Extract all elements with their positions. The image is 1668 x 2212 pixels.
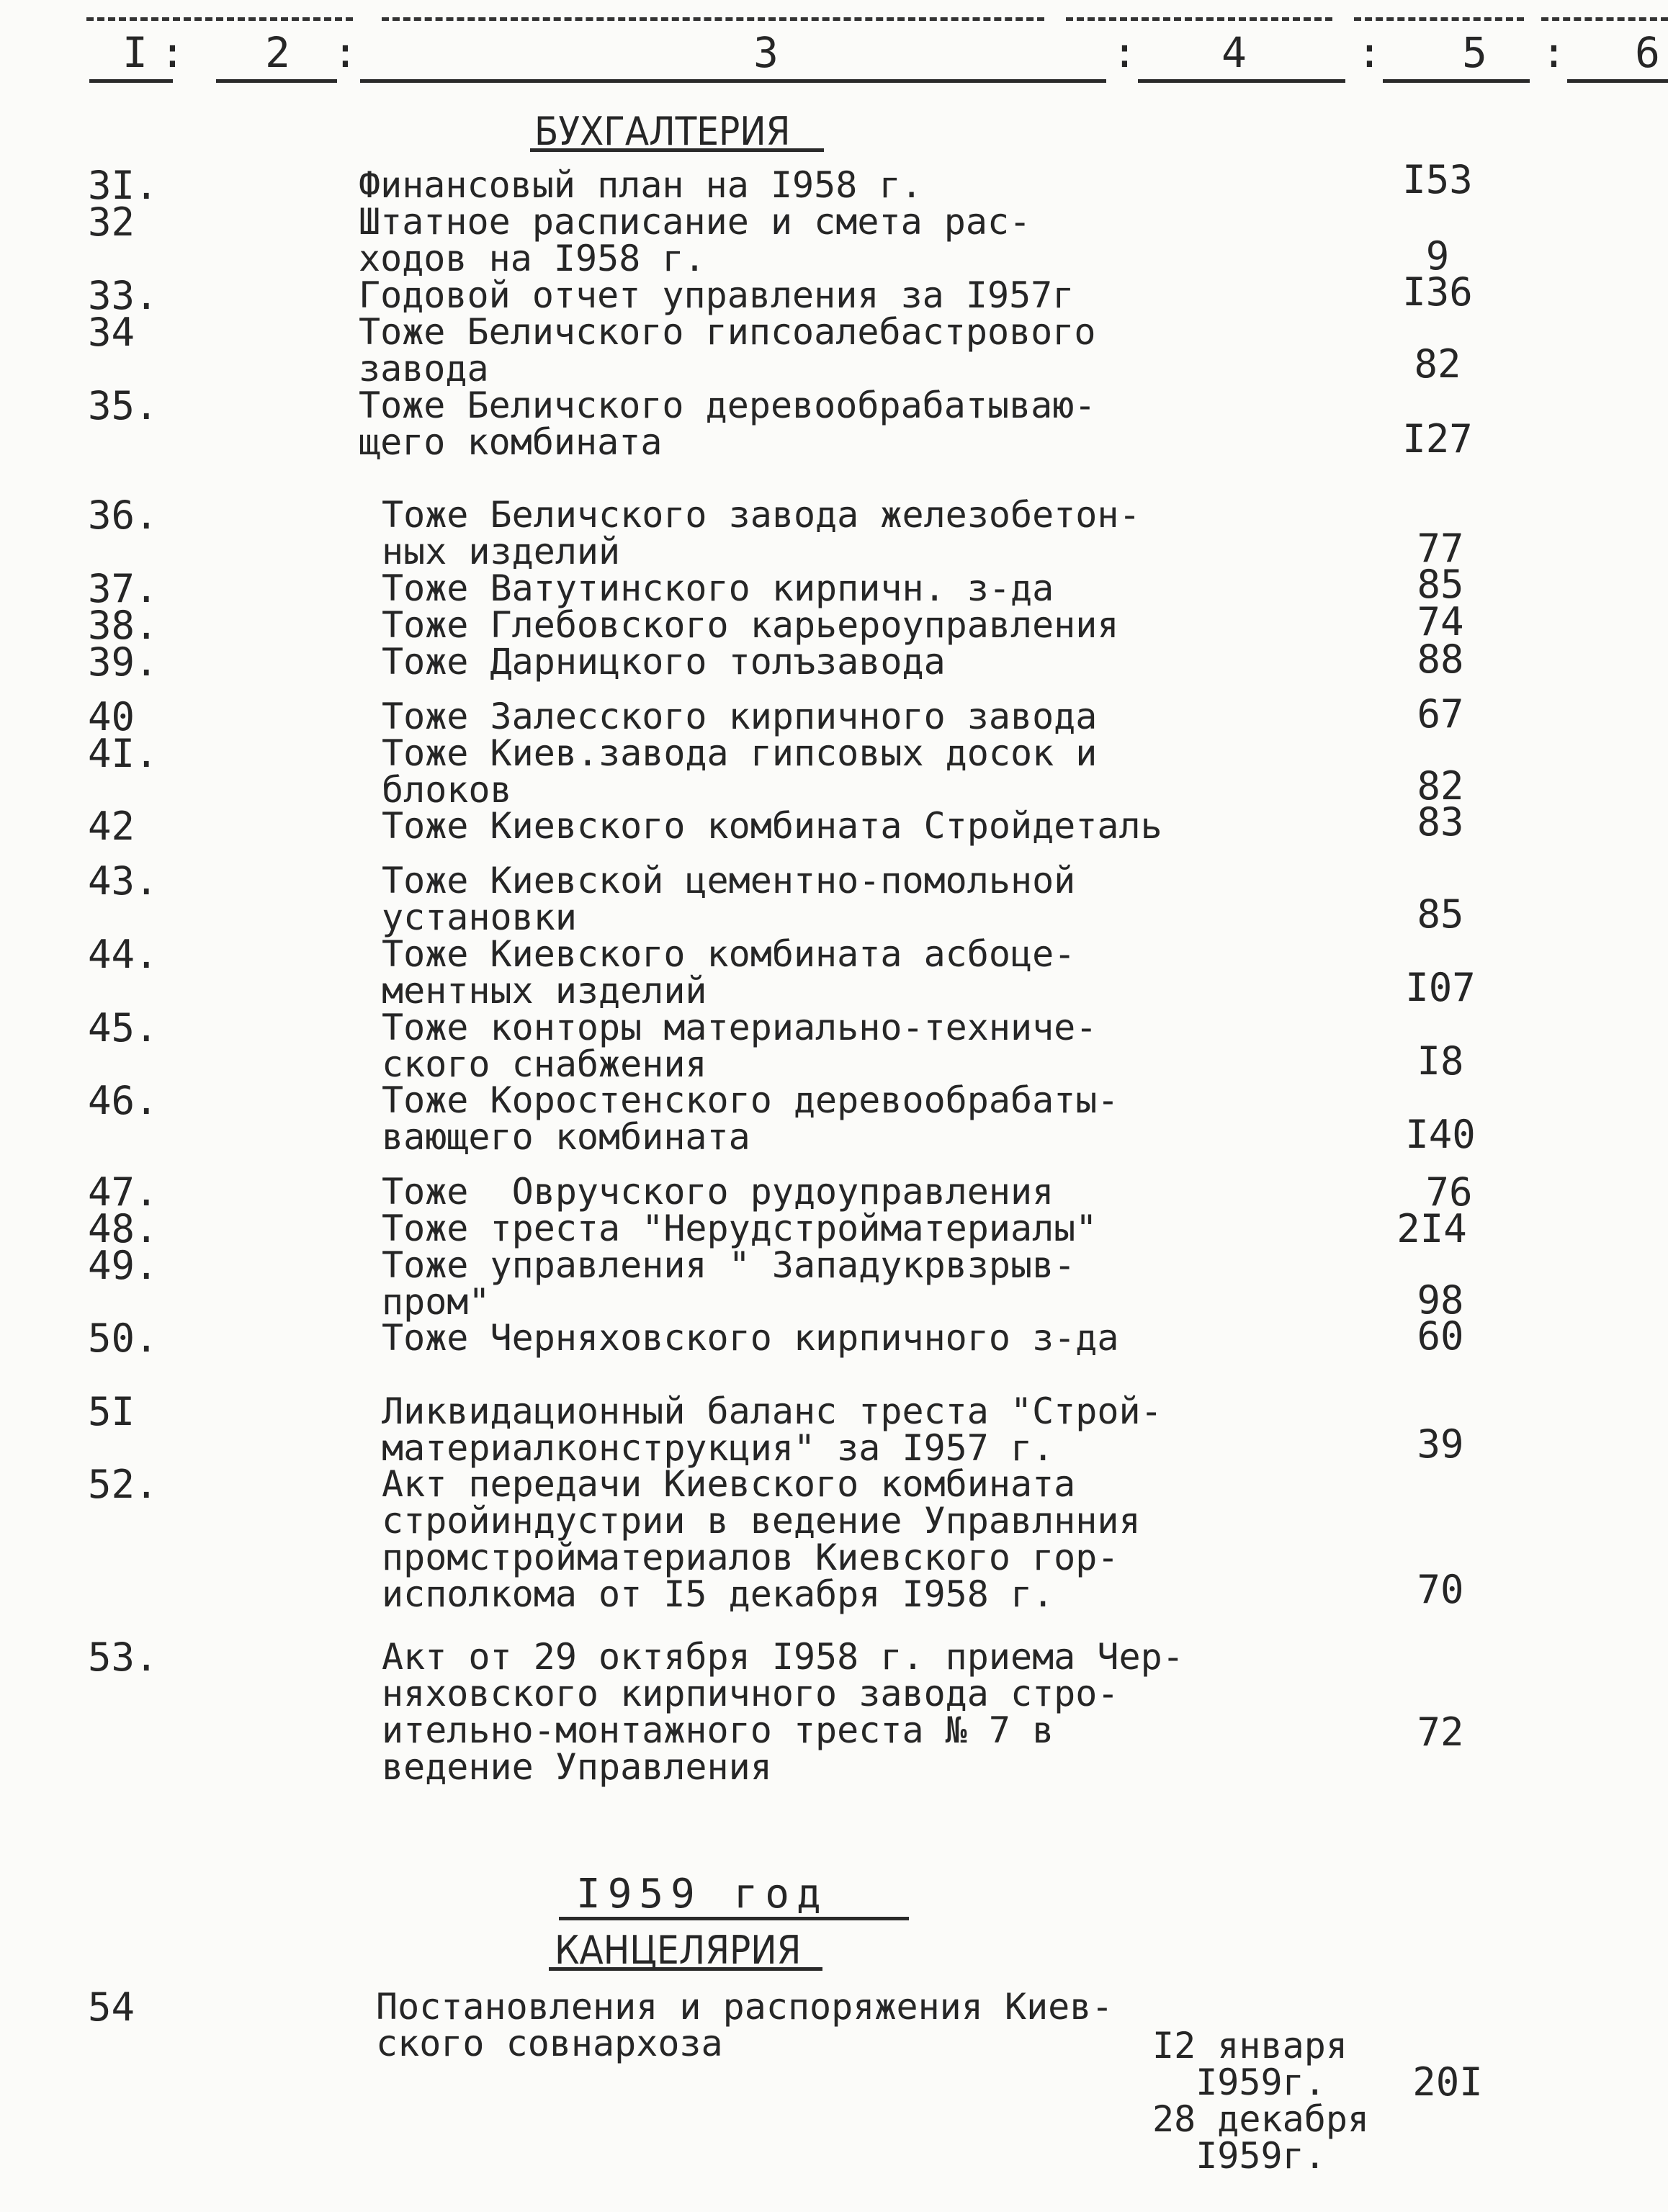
header-col-2: 2 [265, 28, 290, 77]
entry-title: Ликвидационный баланс треста "Строй- материалконструкция" за I957 г. [382, 1390, 1162, 1469]
entry-number: 37. [88, 566, 158, 611]
entry-title: Тоже Залесского кирпичного завода [382, 696, 1098, 737]
entry-pages: 70 [1417, 1567, 1464, 1612]
section-underline [530, 148, 824, 152]
entry-title: Тоже треста "Нерудстройматериалы" [382, 1208, 1098, 1249]
entry-title: Штатное расписание и смета рас- ходов на I958 г. [359, 201, 1031, 279]
section-title-chancellery: КАНЦЕЛЯРИЯ [555, 1928, 802, 1973]
entry-pages: 67 [1417, 691, 1464, 737]
entry-number: 49. [88, 1243, 158, 1288]
entry-number: 50. [88, 1316, 158, 1361]
entry-number: 44. [88, 932, 158, 977]
entry-number: 35. [88, 383, 158, 428]
entry-title: Тоже Дарницкого толъзавода [382, 641, 946, 683]
entry-pages: I40 [1405, 1112, 1476, 1157]
header-sep: : [1112, 28, 1137, 77]
header-sep: : [160, 28, 185, 77]
header-col-6: 6 [1635, 28, 1660, 77]
entry-dates: I2 января I959г. 28 декабря I959г. [1152, 2025, 1370, 2177]
entry-number: 40 [88, 694, 135, 739]
entry-pages: 2I4 [1396, 1206, 1467, 1251]
entry-number: 32 [88, 199, 135, 245]
entry-pages: 82 [1414, 341, 1461, 387]
entry-pages: 82 [1417, 763, 1464, 809]
entry-pages: 85 [1417, 562, 1464, 607]
header-underline [89, 79, 173, 83]
entry-pages: I8 [1417, 1038, 1464, 1084]
entry-title: Тоже Овручского рудоуправления [382, 1171, 1054, 1213]
entry-pages: 83 [1417, 799, 1464, 845]
header-underline [1383, 79, 1530, 83]
entry-number: 4I. [88, 731, 158, 776]
header-underline [360, 79, 1106, 83]
entry-number: 48. [88, 1206, 158, 1251]
entry-pages: 39 [1417, 1421, 1464, 1467]
entry-title: Тоже Глебовского карьероуправления [382, 604, 1119, 646]
entry-title: Тоже управления " Западукрвзрыв- пром" [382, 1244, 1076, 1323]
header-dash-line [382, 17, 1044, 21]
header-dash-line [1541, 17, 1668, 21]
entry-title: Тоже Ватутинского кирпичн. з-да [382, 567, 1054, 609]
entry-pages: I53 [1402, 157, 1473, 202]
entry-number: 33. [88, 273, 158, 318]
entry-title: Тоже Киев.завода гипсовых досок и блоков [382, 732, 1098, 811]
header-underline [216, 79, 337, 83]
entry-number: 46. [88, 1078, 158, 1123]
entry-pages: 98 [1417, 1277, 1464, 1323]
entry-number: 3I. [88, 163, 158, 208]
entry-pages: 9 [1425, 233, 1450, 279]
entry-number: 52. [88, 1462, 158, 1507]
entry-pages: 76 [1425, 1169, 1473, 1215]
header-dash-line [1066, 17, 1332, 21]
section-title-accounting: БУХГАЛТЕРИЯ [534, 109, 791, 154]
entry-title: Акт от 29 октября I958 г. приема Чер- няховского кирпичного завода стро- ительно-монтажного треста № 7 в ведение Управления [382, 1636, 1184, 1788]
header-sep: : [333, 28, 358, 77]
year-underline [559, 1917, 909, 1920]
entry-number: 5I [88, 1389, 135, 1434]
entry-pages: 72 [1417, 1709, 1464, 1755]
year-heading: I959 год [576, 1871, 828, 1917]
entry-title: Финансовый план на I958 г. [359, 164, 923, 206]
entry-number: 36. [88, 493, 158, 538]
header-dash-line [86, 17, 353, 21]
entry-title: Тоже Беличского гипсоалебастрового завода [359, 311, 1096, 390]
entry-number: 34 [88, 310, 135, 355]
entry-pages: I36 [1402, 269, 1473, 315]
header-underline [1567, 79, 1668, 83]
entry-number: 53. [88, 1635, 158, 1680]
header-underline [1138, 79, 1345, 83]
entry-pages: 77 [1417, 526, 1464, 571]
entry-number: 43. [88, 858, 158, 904]
entry-pages: 20I [1412, 2059, 1483, 2105]
entry-pages: 88 [1417, 637, 1464, 682]
header-sep: : [1541, 28, 1566, 77]
entry-title: Акт передачи Киевского комбината стройиндустрии в ведение Управлнния промстройматериалов Киевского гор- исполкома от I5 декабря I958 г. [382, 1463, 1141, 1615]
entry-title: Тоже Киевского комбината асбоце- ментных изделий [382, 933, 1076, 1012]
entry-number: 47. [88, 1169, 158, 1215]
entry-title: Постановления и распоряжения Киев- ского совнархоза [376, 1986, 1113, 2064]
header-dash-line [1354, 17, 1524, 21]
entry-title: Тоже конторы материально-техниче- ского снабжения [382, 1007, 1098, 1085]
entry-title: Тоже Беличского завода железобетон- ных изделий [382, 494, 1141, 572]
entry-title: Тоже Киевской цементно-помольной установки [382, 860, 1076, 938]
header-col-4: 4 [1221, 28, 1247, 77]
entry-title: Тоже Киевского комбината Стройдеталь [382, 805, 1162, 847]
entry-number: 42 [88, 804, 135, 849]
header-sep: : [1357, 28, 1382, 77]
entry-pages: I07 [1405, 965, 1476, 1010]
entry-number: 54 [88, 1984, 135, 2030]
header-col-3: 3 [753, 28, 779, 77]
entry-number: 45. [88, 1005, 158, 1051]
entry-number: 38. [88, 603, 158, 648]
entry-title: Тоже Черняховского кирпичного з-да [382, 1317, 1119, 1359]
entry-pages: I27 [1402, 416, 1473, 462]
entry-pages: 85 [1417, 891, 1464, 937]
entry-title: Тоже Беличского деревообрабатываю- щего комбината [359, 385, 1096, 463]
section-underline [549, 1967, 822, 1971]
entry-title: Годовой отчет управления за I957г [359, 274, 1075, 316]
entry-title: Тоже Коростенского деревообрабаты- вающего комбината [382, 1079, 1119, 1158]
header-col-5: 5 [1462, 28, 1487, 77]
header-col-1: I [122, 28, 148, 77]
entry-pages: 60 [1417, 1313, 1464, 1359]
entry-number: 39. [88, 639, 158, 685]
entry-pages: 74 [1417, 599, 1464, 644]
